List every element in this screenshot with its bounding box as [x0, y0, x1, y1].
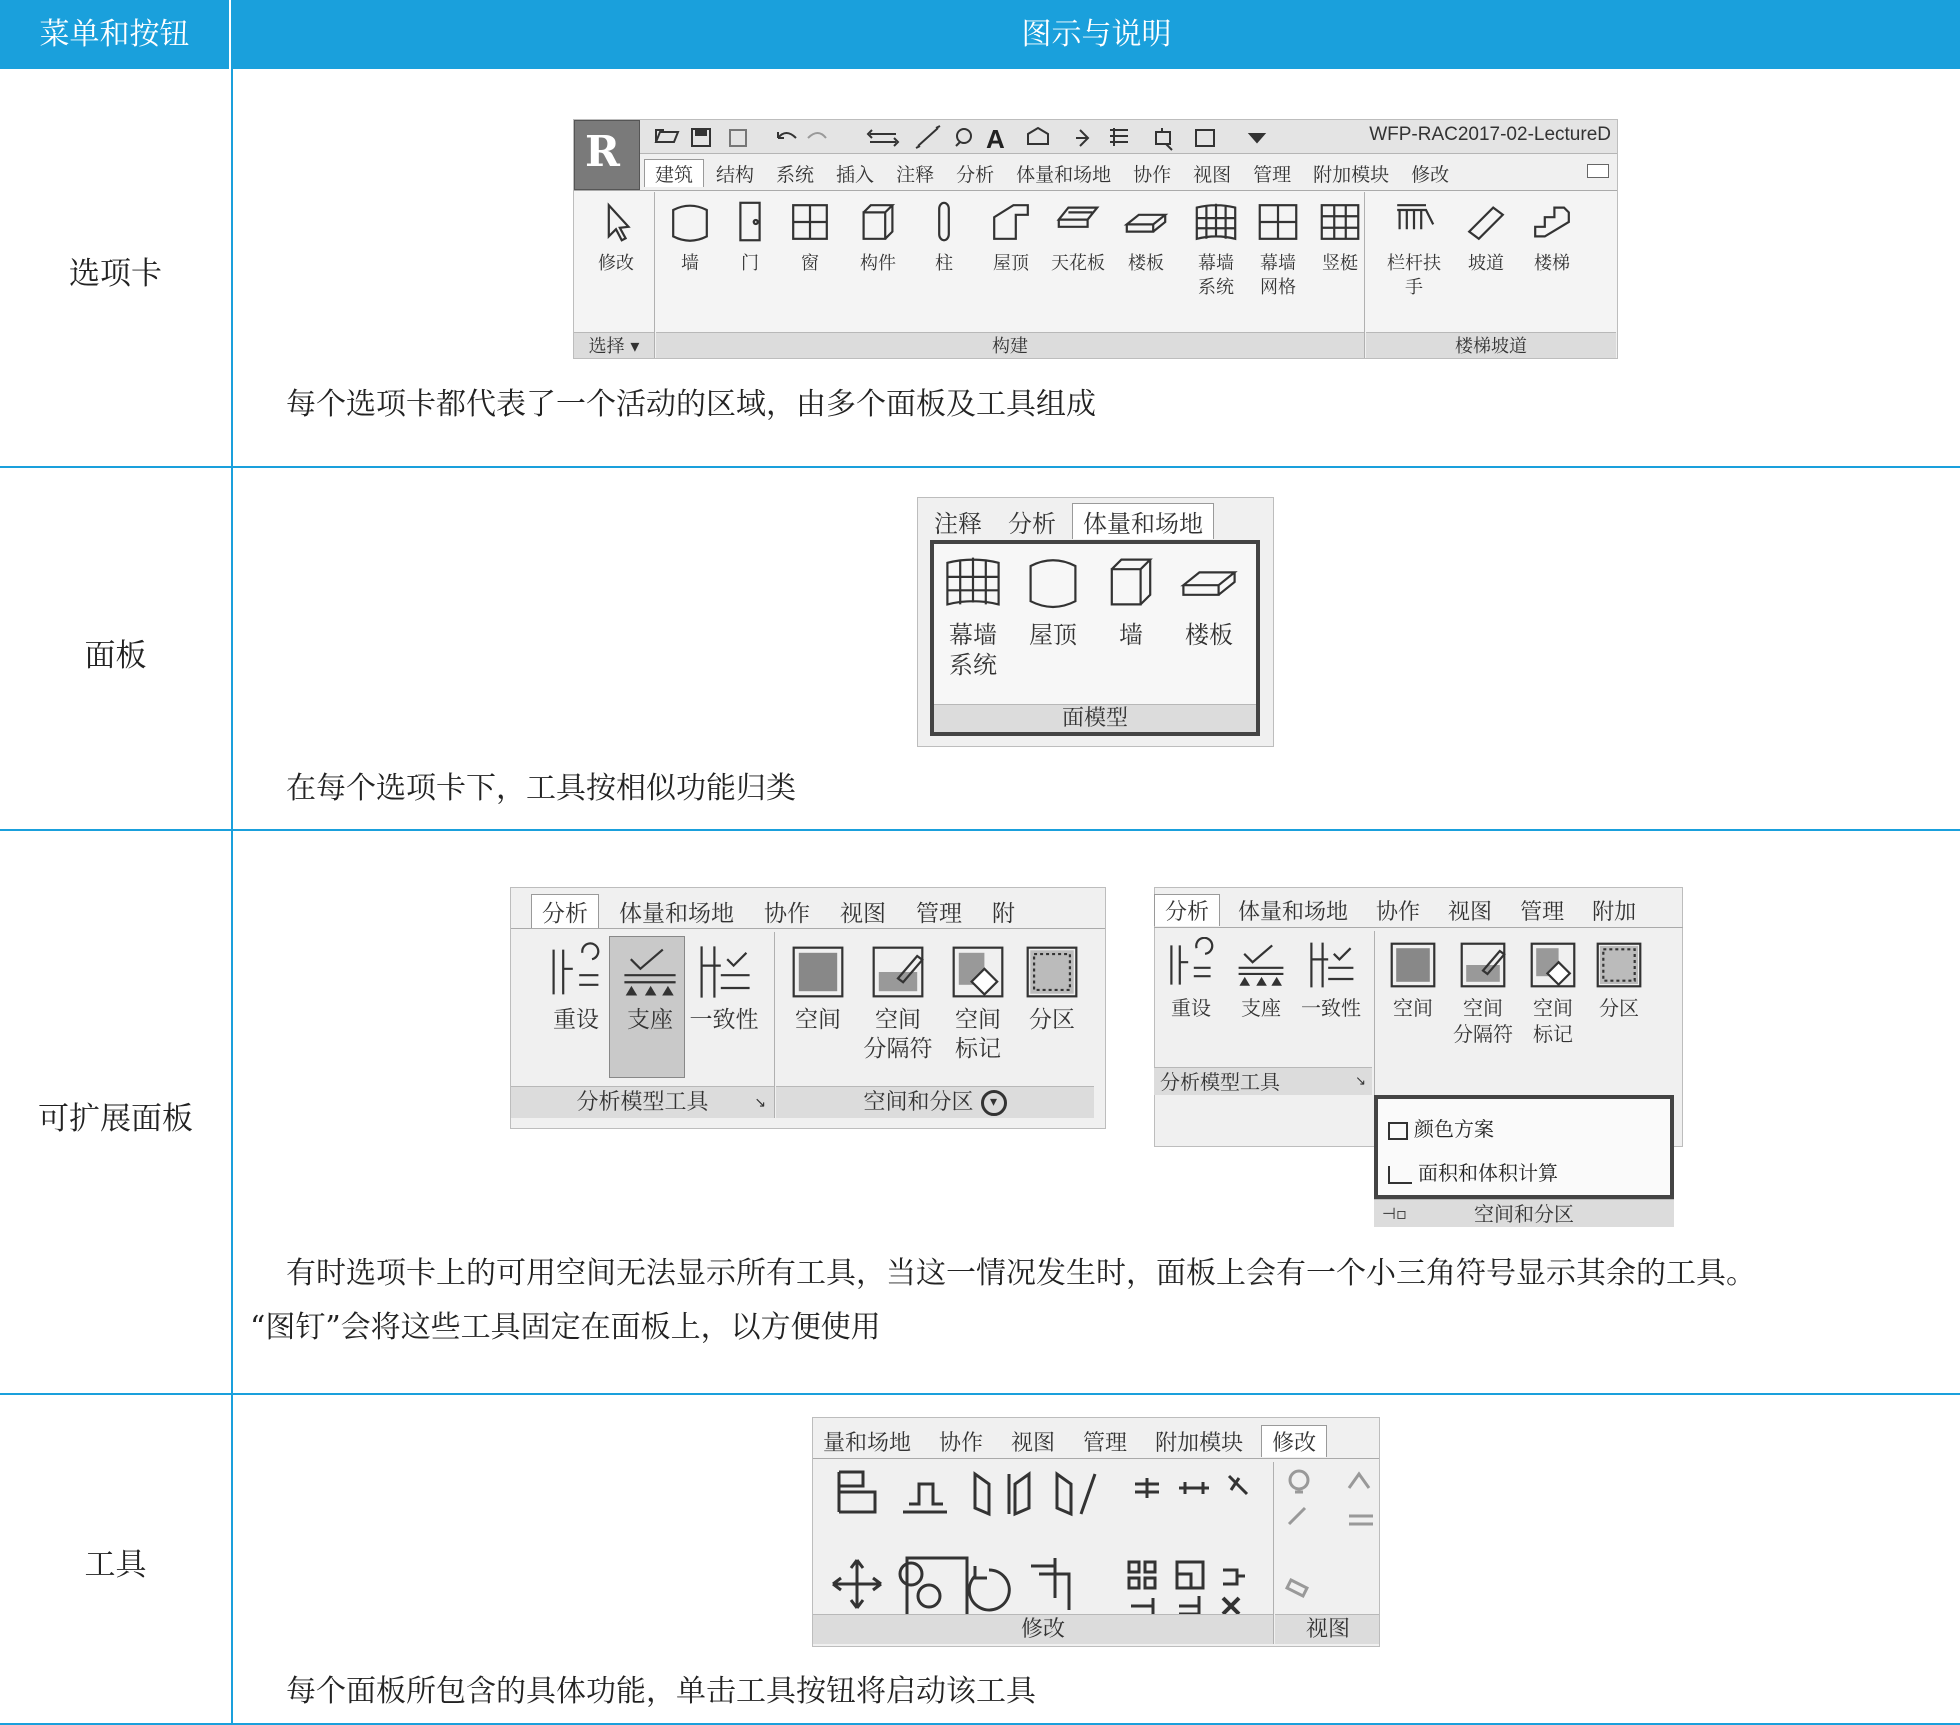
tool-label: 修改 [598, 253, 634, 274]
tool-roof[interactable] [979, 198, 1043, 276]
rotate-icon [969, 1566, 1009, 1610]
tool-label-2: 分隔符 [863, 1036, 933, 1062]
railing-icon [1382, 198, 1446, 246]
tool-stair[interactable] [1520, 198, 1584, 276]
tool-label: 分区 [1029, 1007, 1075, 1033]
tab-1[interactable]: 体量和场地 [1238, 899, 1349, 925]
tab-8[interactable]: 视图 [1193, 163, 1232, 186]
tool-wall[interactable] [658, 198, 722, 276]
tool-zone[interactable] [1586, 937, 1652, 1021]
minimize-ribbon-icon[interactable] [1587, 164, 1609, 178]
ribbon-tab-screenshot [573, 119, 1618, 359]
offset-icon [903, 1484, 947, 1512]
tool-reset[interactable] [539, 940, 613, 1035]
column-icon [912, 198, 976, 246]
panel-select[interactable]: 选择 ▾ [574, 332, 654, 359]
ribbon-tabs [531, 894, 1035, 928]
panel-divider [1364, 192, 1365, 359]
flyout-item-color-scheme[interactable]: 颜色方案 [1388, 1113, 1494, 1142]
floor-icon [1172, 550, 1246, 614]
mullion-icon [1308, 198, 1372, 246]
table-header [0, 0, 1960, 69]
window-icon [778, 198, 842, 246]
tool-ramp[interactable] [1454, 198, 1518, 276]
expand-triangle-icon[interactable]: ▾ [981, 1090, 1007, 1116]
tool-column[interactable] [912, 198, 976, 276]
tab-1[interactable]: 体量和场地 [619, 900, 734, 927]
tool-consistency[interactable] [687, 940, 761, 1035]
tool-label: 坡道 [1468, 253, 1504, 274]
tool-tag[interactable] [941, 940, 1015, 1064]
stair-icon [1520, 198, 1584, 246]
tab-1[interactable]: 协作 [939, 1430, 984, 1456]
tab-7[interactable]: 协作 [1133, 163, 1172, 186]
app-menu-button[interactable] [574, 120, 640, 190]
file-title: WFP-RAC2017-02-LectureD [1369, 124, 1611, 145]
row-divider [0, 1393, 1960, 1395]
flyout-item-area-volume[interactable]: 面积和体积计算 [1388, 1157, 1558, 1186]
row-description-tab: 每个选项卡都代表了一个活动的区域，由多个面板及工具组成 [286, 387, 1096, 422]
tool-label: 楼板 [1185, 621, 1233, 649]
tag-icon [1520, 937, 1586, 993]
tool-reset[interactable] [1158, 937, 1224, 1021]
tool-tag[interactable] [1520, 937, 1586, 1047]
tool-label: 墙 [681, 253, 699, 274]
tool-label: 墙 [1119, 621, 1143, 649]
tool-space[interactable] [781, 940, 855, 1035]
zone-icon [1586, 937, 1652, 993]
quick-access-icons[interactable] [650, 120, 1330, 154]
row-divider [0, 829, 1960, 831]
tool-label: 天花板 [1051, 253, 1105, 274]
tool-curtain[interactable] [936, 550, 1010, 680]
door-icon [718, 198, 782, 246]
tool-label-2: 标记 [955, 1036, 1001, 1062]
tool-mullion[interactable] [1308, 198, 1372, 276]
tool-consistency[interactable] [1298, 937, 1364, 1021]
view-panel-icons [1287, 1471, 1373, 1596]
tool-label: 空间 [875, 1007, 921, 1033]
tool-wall[interactable] [1016, 550, 1090, 650]
grid-icon [1246, 198, 1310, 246]
tool-label: 幕墙 [1260, 253, 1296, 274]
pin-icon-tool [1229, 1476, 1247, 1494]
box-icon [1094, 550, 1168, 614]
tag-icon [941, 940, 1015, 1004]
split-icon [1135, 1478, 1159, 1498]
tool-label-2: 分隔符 [1453, 1022, 1513, 1046]
tool-ceiling[interactable] [1046, 198, 1110, 276]
consistency-icon [687, 940, 761, 1004]
tab-10[interactable]: 附加模块 [1313, 163, 1390, 186]
row-label-expandable-panel: 可扩展面板 [38, 1101, 193, 1137]
tool-label: 分区 [1599, 996, 1639, 1020]
space-icon [1380, 937, 1446, 993]
tool-label: 门 [741, 253, 759, 274]
tool-curtain[interactable] [1184, 198, 1248, 300]
area-volume-icon [1388, 1166, 1412, 1184]
tool-label: 空间 [1533, 996, 1573, 1020]
color-scheme-icon [1388, 1122, 1408, 1140]
panel-modify[interactable]: 修改 [813, 1614, 1273, 1644]
tab-5[interactable]: 附加 [1592, 899, 1637, 925]
row-label-tools: 工具 [84, 1547, 147, 1583]
tool-floor[interactable] [1172, 550, 1246, 650]
tab-2[interactable]: 系统 [776, 163, 815, 186]
mirror-draw-axis-icon [1057, 1474, 1095, 1514]
tab-3[interactable]: 视图 [840, 900, 886, 927]
tool-label: 柱 [935, 253, 953, 274]
tool-label: 一致性 [689, 1007, 759, 1033]
tool-railing[interactable] [1382, 198, 1446, 300]
tool-label: 重设 [1171, 996, 1211, 1020]
tab-2[interactable]: 协作 [764, 900, 810, 927]
tab-6[interactable]: 体量和场地 [1016, 163, 1112, 186]
tab-4[interactable]: 注释 [896, 163, 935, 186]
tool-label-2: 系统 [949, 651, 997, 679]
array-icon [1129, 1562, 1155, 1588]
tool-label: 构件 [860, 253, 896, 274]
expanded-panel-flyout [1374, 1095, 1674, 1199]
panel-stairs-ramp[interactable]: 楼梯坡道 [1366, 332, 1616, 359]
flyout-footer[interactable]: ⊣▫ 空间和分区 [1374, 1199, 1674, 1227]
tool-separator[interactable] [1450, 937, 1516, 1047]
tool-label: 重设 [553, 1007, 599, 1033]
tab-3[interactable]: 插入 [836, 163, 875, 186]
floor-icon [1114, 198, 1178, 246]
ceiling-icon [1046, 198, 1110, 246]
tab-baseline [511, 928, 1105, 929]
tool-label: 栏杆扶手 [1387, 253, 1441, 298]
row-description-tools: 每个面板所包含的具体功能，单击工具按钮将启动该工具 [286, 1674, 1036, 1709]
tab-9[interactable]: 管理 [1253, 163, 1292, 186]
tool-label: 一致性 [1301, 996, 1361, 1020]
tool-window[interactable] [778, 198, 842, 276]
tab-0[interactable]: 分析 [1154, 894, 1220, 926]
tool-box[interactable] [846, 198, 910, 276]
header-col-menu-buttons: 菜单和按钮 [0, 0, 231, 69]
column-divider [231, 69, 233, 1725]
tool-label: 屋顶 [993, 253, 1029, 274]
row-description-expandable-1: 有时选项卡上的可用空间无法显示所有工具，当这一情况发生时，面板上会有一个小三角符号显示其余的工具。 [286, 1256, 1756, 1291]
ribbon-tabs [1154, 893, 1654, 927]
tool-label: 幕墙 [1198, 253, 1234, 274]
tool-support[interactable] [613, 940, 687, 1035]
tool-label: 竖梃 [1322, 253, 1358, 274]
revit-logo: R [585, 127, 620, 176]
tab-11[interactable]: 修改 [1411, 163, 1450, 186]
ramp-icon [1454, 198, 1518, 246]
tab-2[interactable]: 视图 [1011, 1430, 1056, 1456]
tab-1[interactable]: 分析 [1008, 509, 1056, 538]
tool-label: 空间 [1463, 996, 1503, 1020]
tab-3[interactable]: 管理 [1083, 1430, 1128, 1456]
align-icon [839, 1472, 875, 1512]
row-description-expandable-2: “图钉”会将这些工具固定在面板上，以方便使用 [250, 1310, 881, 1345]
split-gap-icon [1179, 1482, 1209, 1494]
tab-baseline [1154, 927, 1683, 928]
tab-2[interactable]: 协作 [1376, 899, 1421, 925]
reset-icon [539, 940, 613, 1004]
separator-icon [1450, 937, 1516, 993]
tab-5[interactable]: 修改 [1261, 1425, 1327, 1457]
panel-face-model[interactable]: 面模型 [934, 704, 1256, 732]
scale-icon [1177, 1562, 1203, 1588]
move-icon [833, 1560, 881, 1608]
tool-label: 楼板 [1128, 253, 1164, 274]
delete-icon [1223, 1598, 1239, 1614]
panel-analytical-model-tools[interactable]: 分析模型工具 ↘ [511, 1086, 774, 1118]
tab-0[interactable]: 分析 [531, 894, 599, 928]
row-description-panel: 在每个选项卡下，工具按相似功能归类 [286, 771, 796, 806]
tab-3[interactable]: 视图 [1448, 899, 1493, 925]
box-icon [846, 198, 910, 246]
tools-screenshot [812, 1417, 1380, 1647]
tool-label-2: 系统 [1198, 277, 1234, 298]
ribbon-tabs [644, 158, 1461, 188]
tool-zone[interactable] [1015, 940, 1089, 1035]
expandable-panel-screenshot-collapsed [510, 887, 1106, 1129]
tool-label: 窗 [801, 253, 819, 274]
tab-5[interactable]: 分析 [956, 163, 995, 186]
space-icon [781, 940, 855, 1004]
pin-icon[interactable]: ⊣▫ [1382, 1204, 1407, 1223]
trim-extend-icon [1031, 1558, 1069, 1610]
tool-label-2: 网格 [1260, 277, 1296, 298]
roof-icon [979, 198, 1043, 246]
panel-screenshot [917, 497, 1274, 747]
header-col-illustration: 图示与说明 [1021, 17, 1172, 52]
tool-box[interactable] [1094, 550, 1168, 650]
tool-grid[interactable] [1246, 198, 1310, 300]
tab-4[interactable]: 管理 [916, 900, 962, 927]
panel-divider [654, 192, 655, 359]
support-icon [1228, 937, 1294, 993]
tab-0[interactable]: 注释 [934, 509, 982, 538]
row-divider [0, 466, 1960, 468]
tool-label: 空间 [955, 1007, 1001, 1033]
dialog-launcher-icon[interactable]: ↘ [1355, 1074, 1366, 1089]
tab-4[interactable]: 附加模块 [1155, 1430, 1244, 1456]
wall-icon [1016, 550, 1090, 614]
panel-divider [1273, 1462, 1274, 1644]
quick-access-toolbar [640, 120, 1617, 154]
separator-icon [861, 940, 935, 1004]
tab-1[interactable]: 结构 [716, 163, 755, 186]
panel-view[interactable]: 视图 [1275, 1614, 1380, 1644]
wall-icon [658, 198, 722, 246]
dialog-launcher-icon[interactable]: ↘ [754, 1095, 766, 1111]
row-label-panel: 面板 [84, 638, 147, 674]
support-icon [613, 940, 687, 1004]
tool-label: 支座 [1241, 996, 1281, 1020]
tool-separator[interactable] [861, 940, 935, 1064]
mirror-pick-axis-icon [975, 1474, 1029, 1514]
tab-2[interactable]: 体量和场地 [1072, 503, 1214, 539]
svg-text:A: A [986, 124, 1005, 154]
tab-5[interactable]: 附 [992, 900, 1015, 927]
tool-label: 屋顶 [1029, 621, 1077, 649]
tool-label: 支座 [627, 1007, 673, 1033]
panel-divider [774, 932, 775, 1118]
tab-0[interactable]: 量和场地 [823, 1430, 912, 1456]
tool-label-2: 标记 [1533, 1022, 1573, 1046]
panel-analytical-model-tools[interactable]: 分析模型工具 ↘ [1154, 1067, 1372, 1095]
tab-0[interactable]: 建筑 [644, 159, 704, 187]
curtain-icon [1184, 198, 1248, 246]
modify-tool-icons [819, 1462, 1379, 1618]
zone-icon [1015, 940, 1089, 1004]
unpin-icon [1223, 1570, 1245, 1584]
tool-space[interactable] [1380, 937, 1446, 1021]
ribbon-tabs [924, 504, 1220, 538]
tab-baseline [813, 1458, 1379, 1459]
tool-door[interactable] [718, 198, 782, 276]
consistency-icon [1298, 937, 1364, 993]
reset-icon [1158, 937, 1224, 993]
row-label-tab: 选项卡 [69, 256, 162, 292]
curtain-icon [936, 550, 1010, 614]
tool-floor[interactable] [1114, 198, 1178, 276]
tool-label: 幕墙 [949, 621, 997, 649]
cursor-icon [584, 198, 648, 246]
tool-label: 空间 [795, 1007, 841, 1033]
ribbon-tabs [813, 1424, 1335, 1458]
tool-label: 空间 [1393, 996, 1433, 1020]
tab-4[interactable]: 管理 [1520, 899, 1565, 925]
panel-build[interactable]: 构建 [656, 332, 1364, 359]
tool-cursor[interactable] [584, 198, 648, 276]
tool-label: 楼梯 [1534, 253, 1570, 274]
panel-spaces-zones[interactable]: 空间和分区 ▾ [776, 1086, 1094, 1118]
tool-support[interactable] [1228, 937, 1294, 1021]
